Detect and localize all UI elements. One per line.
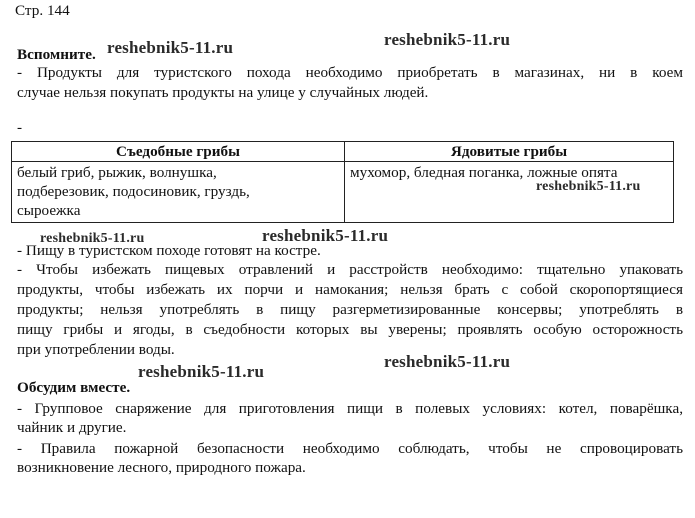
paragraph-line: продукты; нельзя употреблять в пищу разгерметизированные консервы; употреблять в bbox=[17, 301, 683, 318]
paragraph-line: - Пищу в туристском походе готовят на костре. bbox=[17, 242, 321, 259]
paragraph-line: возникновение лесного, природного пожара. bbox=[17, 459, 306, 476]
cell-line: мухомор, бледная поганка, ложные опята bbox=[350, 164, 618, 181]
watermark-text: reshebnik5-11.ru bbox=[384, 352, 511, 371]
section-heading-discuss: Обсудим вместе. bbox=[17, 379, 131, 396]
paragraph-line: чайник и другие. bbox=[17, 419, 127, 436]
watermark-text: reshebnik5-11.ru bbox=[536, 179, 641, 194]
paragraph-line: - Групповое снаряжение для приготовления пищи в полевых условиях: котел, поварёшка, bbox=[17, 400, 683, 417]
section-heading-remember: Вспомните. bbox=[17, 46, 96, 63]
header-edible: Съедобные грибы bbox=[12, 142, 345, 162]
watermark-text: reshebnik5-11.ru bbox=[107, 38, 234, 57]
watermark-text: reshebnik5-11.ru bbox=[262, 226, 389, 245]
paragraph-line: пищу грибы и ягоды, в съедобности которых вы уверены; проявлять особую осторожность bbox=[17, 321, 683, 338]
cell-line: белый гриб, рыжик, волнушка, bbox=[17, 164, 217, 181]
table-header-row bbox=[12, 142, 674, 162]
cell-line: сыроежка bbox=[17, 202, 81, 219]
paragraph-line: при употреблении воды. bbox=[17, 341, 175, 358]
paragraph-line: продукты, чтобы избежать их порчи и намокания; нельзя брать с собой скоропортящиеся bbox=[17, 281, 683, 298]
paragraph-line: случае нельзя покупать продукты на улице у случайных людей. bbox=[17, 84, 429, 101]
cell-line: подберезовик, подосиновик, груздь, bbox=[17, 183, 250, 200]
watermark-text: reshebnik5-11.ru bbox=[40, 231, 145, 246]
paragraph-line: - Правила пожарной безопасности необходимо соблюдать, чтобы не спровоцировать bbox=[17, 440, 683, 457]
header-poisonous: Ядовитые грибы bbox=[345, 142, 674, 162]
watermark-text: reshebnik5-11.ru bbox=[384, 30, 511, 49]
watermark-text: reshebnik5-11.ru bbox=[138, 362, 265, 381]
cell-edible bbox=[12, 162, 345, 223]
paragraph-line: - Продукты для туристского похода необходимо приобретать в магазинах, ни в коем bbox=[17, 64, 683, 81]
dash-marker: - bbox=[17, 119, 23, 136]
page-number: Стр. 144 bbox=[15, 2, 70, 19]
paragraph-line: - Чтобы избежать пищевых отравлений и расстройств необходимо: тщательно упаковать bbox=[17, 261, 683, 278]
